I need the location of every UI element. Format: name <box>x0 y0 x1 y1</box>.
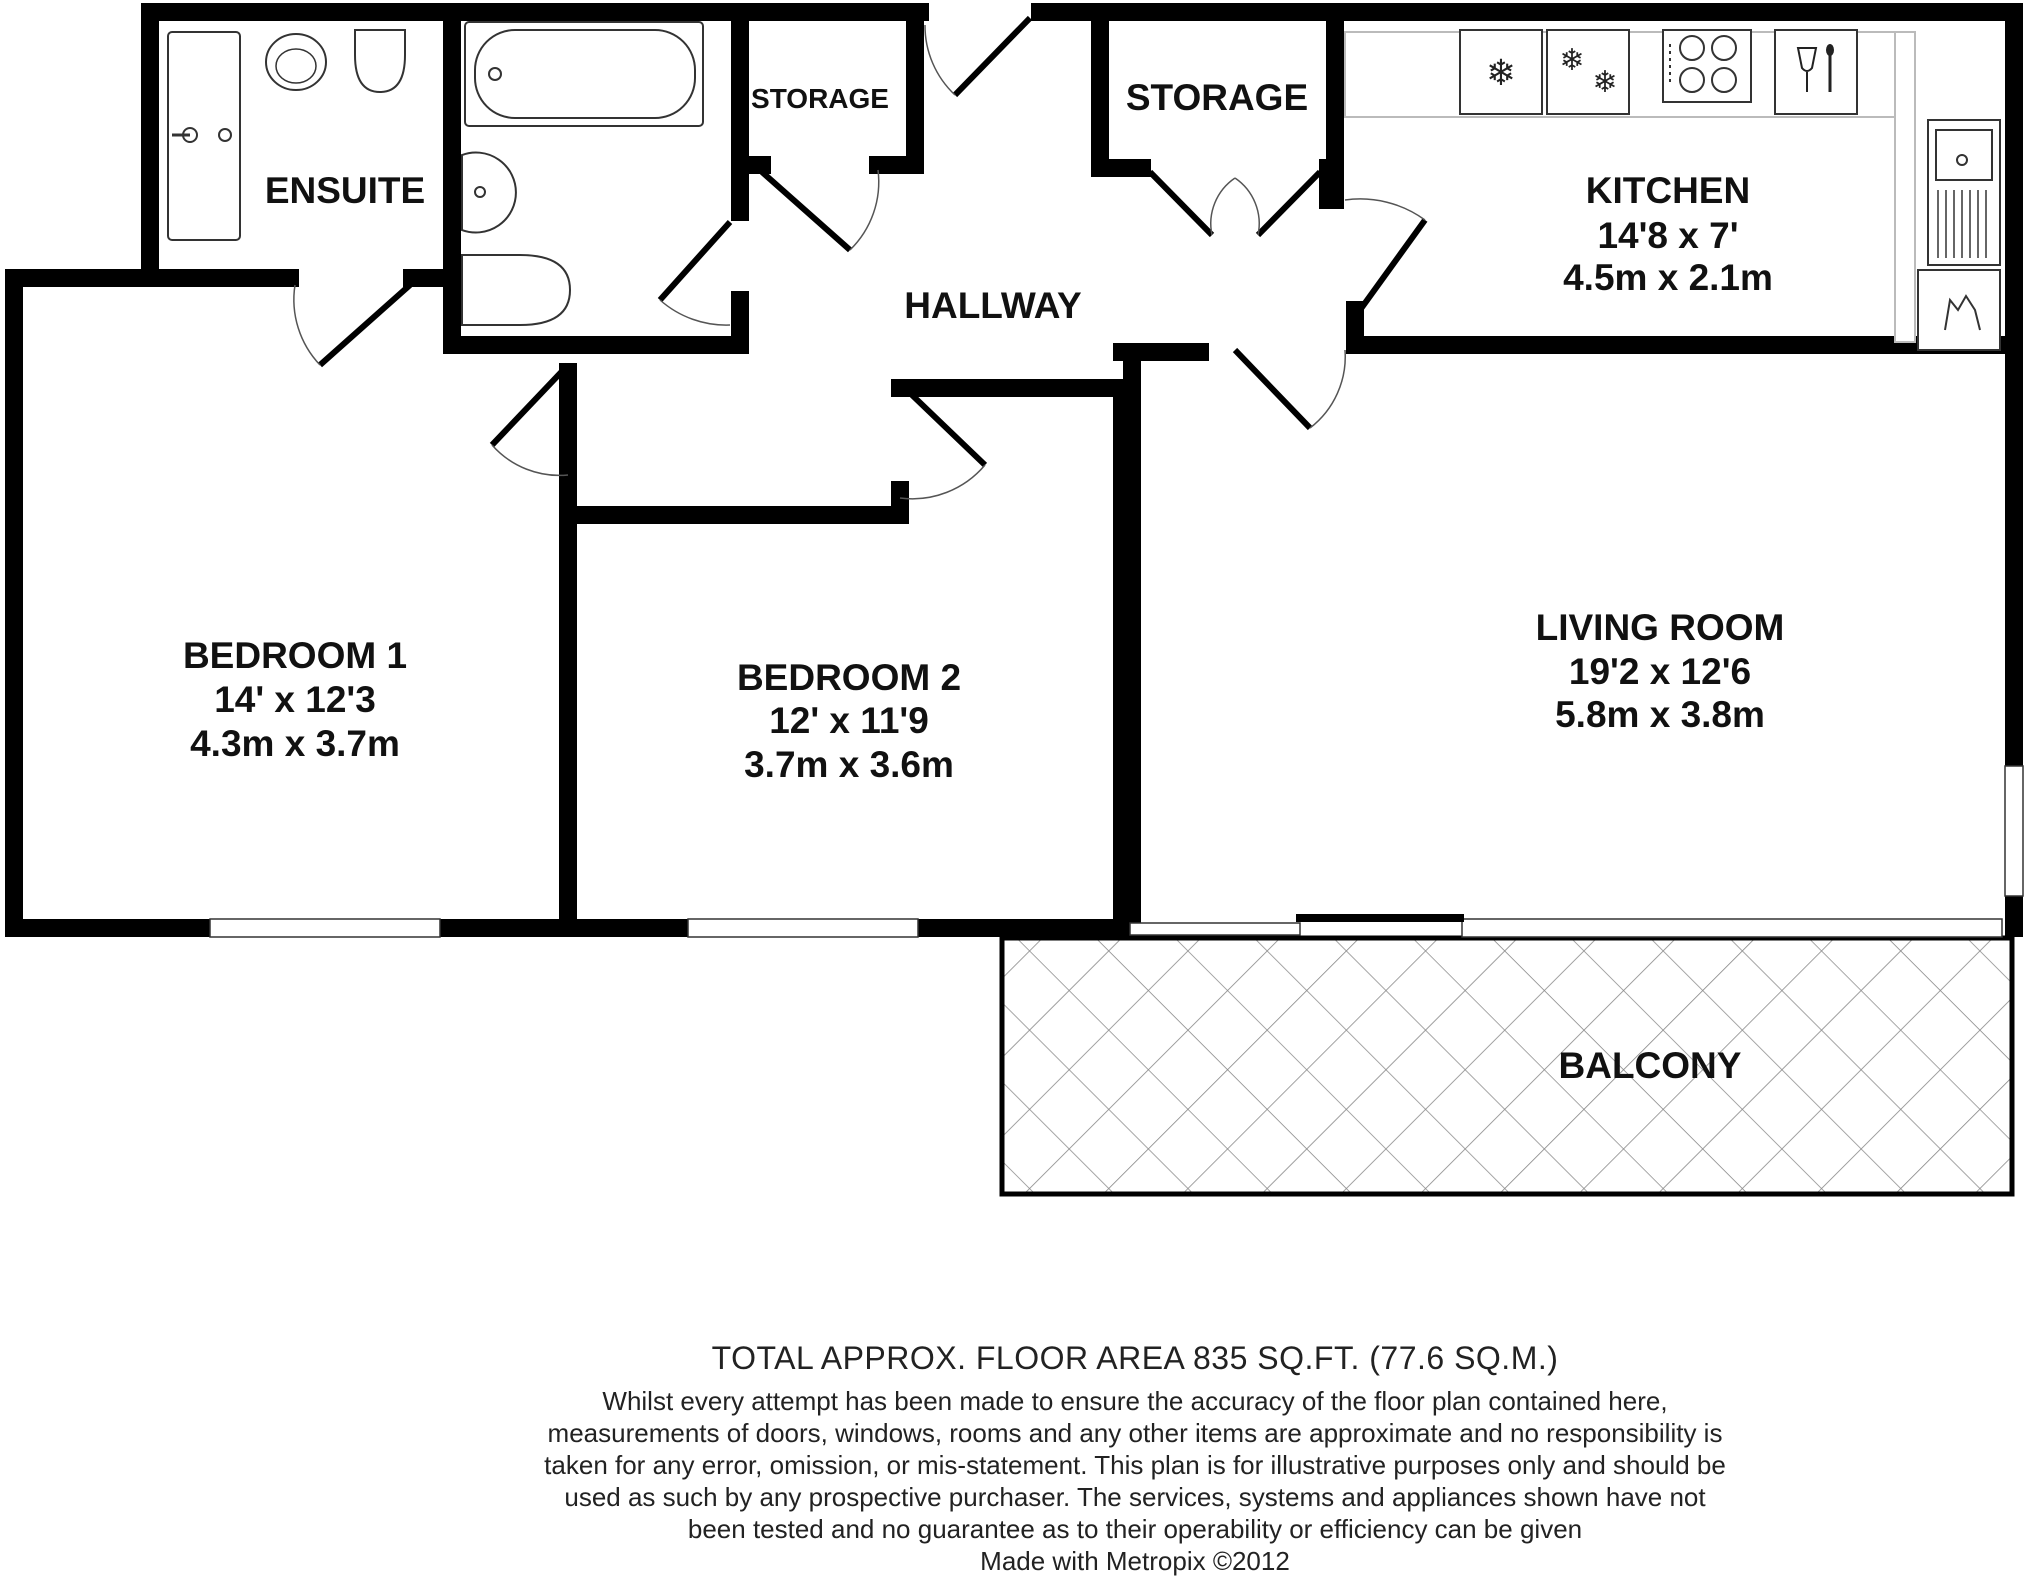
kitchen-imperial: 14'8 x 7' <box>1597 215 1739 256</box>
door-bedroom2 <box>912 395 985 465</box>
toilet-icon <box>462 255 570 325</box>
storage-small-label: STORAGE <box>751 83 889 114</box>
balcony-area <box>1002 938 2012 1194</box>
toilet-icon <box>355 30 405 92</box>
window-living-bottom <box>1130 923 1300 935</box>
window-bedroom1 <box>210 919 440 937</box>
washing-machine-icon <box>1918 270 2000 350</box>
door-bathroom <box>660 222 730 300</box>
basin-icon <box>266 34 326 90</box>
bedroom2-metric: 3.7m x 3.6m <box>744 744 954 785</box>
walls <box>14 12 2014 928</box>
sink-icon <box>1928 120 2000 265</box>
window-living <box>2005 766 2023 896</box>
door-kitchen <box>1360 220 1425 310</box>
kitchen-metric: 4.5m x 2.1m <box>1563 257 1773 298</box>
bedroom1-imperial: 14' x 12'3 <box>214 679 376 720</box>
door-storage-left <box>1150 172 1212 235</box>
door-bedroom1 <box>492 365 568 445</box>
ensuite-label: ENSUITE <box>264 170 426 211</box>
disclaimer: Whilst every attempt has been made to ensure the accuracy of the floor plan contained here, measurements of doors, windows, rooms and any other items are approximate and no responsibility is taken for any error, omission, or mis-statement. This plan is for illustrative purposes only and should be used as such by any prospective purchaser. The services, systems and appliances shown have not been tested and no guarantee as to their operability or efficiency can be given <box>544 1386 1726 1544</box>
window-bedroom2 <box>688 919 918 937</box>
hallway-label: HALLWAY <box>904 285 1082 326</box>
kitchen-label: KITCHEN <box>1585 170 1751 211</box>
bedroom2-imperial: 12' x 11'9 <box>769 700 929 741</box>
living-room-imperial: 19'2 x 12'6 <box>1568 651 1752 692</box>
door-storage-small <box>762 172 850 250</box>
credit: Made with Metropix ©2012 <box>980 1546 1290 1576</box>
bedroom1-metric: 4.3m x 3.7m <box>190 723 400 764</box>
hob-icon <box>1663 30 1751 102</box>
balcony-label: BALCONY <box>1558 1045 1742 1086</box>
basin-icon <box>462 153 516 233</box>
sliding-door-living <box>1462 919 2002 937</box>
storage-large-label: STORAGE <box>1125 77 1309 118</box>
footer <box>540 1340 1730 1577</box>
door-entrance <box>955 18 1030 95</box>
freezer-icon <box>1547 30 1629 114</box>
door-living <box>1235 350 1310 428</box>
bedroom2-label: BEDROOM 2 <box>736 657 962 698</box>
fridge-icon <box>1460 30 1542 114</box>
wine-cooler-icon <box>1775 30 1857 114</box>
living-room-metric: 5.8m x 3.8m <box>1555 694 1765 735</box>
svg-text:❄: ❄ <box>1592 65 1618 100</box>
total-floor-area: TOTAL APPROX. FLOOR AREA 835 SQ.FT. (77.6 SQ.M.) <box>711 1340 1559 1376</box>
bedroom1-label: BEDROOM 1 <box>182 635 408 676</box>
bathtub-icon <box>465 22 703 126</box>
svg-text:❄: ❄ <box>1485 53 1517 94</box>
door-storage-right <box>1258 172 1320 235</box>
shower-icon <box>168 32 240 240</box>
door-ensuite <box>320 285 410 365</box>
svg-text:❄: ❄ <box>1559 43 1585 78</box>
living-room-label: LIVING ROOM <box>1535 607 1785 648</box>
